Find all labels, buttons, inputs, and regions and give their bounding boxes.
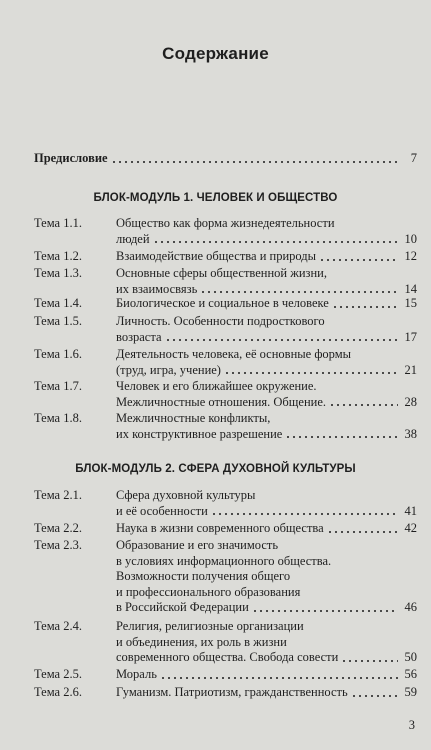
entry-title-line: современного общества. Свобода совести <box>116 650 339 664</box>
leader-dots <box>200 290 398 294</box>
leader-dots <box>327 530 398 534</box>
entry-title-line: и профессионального образования <box>116 584 301 599</box>
toc-entry-1-4[interactable] <box>34 296 417 312</box>
leader-dots <box>211 512 398 516</box>
toc-entry-2-6[interactable] <box>34 685 417 701</box>
leader-dots <box>351 694 398 698</box>
entry-number: Тема 1.8. <box>34 411 82 425</box>
leader-dots <box>319 258 398 262</box>
entry-title-line: Взаимодействие общества и природы <box>116 249 317 263</box>
entry-title-line: Личность. Особенности подросткового <box>116 314 325 328</box>
leader-dots <box>224 371 398 375</box>
toc-entry-2-2[interactable] <box>34 521 417 537</box>
entry-page: 59 <box>404 685 417 699</box>
entry-title-line: Общество как форма жизнедеятельности <box>116 216 335 230</box>
entry-number: Тема 2.5. <box>34 667 82 681</box>
entry-title-line: Человек и его ближайшее окружение. <box>116 379 317 393</box>
entry-page: 42 <box>404 521 417 535</box>
entry-page: 50 <box>404 650 417 664</box>
entry-page: 10 <box>404 231 417 246</box>
leader-dots <box>341 659 398 663</box>
entry-page: 15 <box>404 296 417 310</box>
entry-title-line: Сфера духовной культуры <box>116 488 256 502</box>
entry-title-line: Мораль <box>116 667 157 681</box>
leader-dots <box>329 403 398 407</box>
entry-number: Тема 2.3. <box>34 538 82 552</box>
entry-page: 12 <box>404 249 417 263</box>
entry-title-line: Гуманизм. Патриотизм, гражданственность <box>116 685 348 699</box>
entry-title-line: людей <box>116 231 150 246</box>
entry-page: 38 <box>404 426 417 441</box>
toc-entry-2-4[interactable] <box>34 619 417 666</box>
toc-preface[interactable] <box>34 150 417 167</box>
entry-number: Тема 1.5. <box>34 314 82 328</box>
toc-entry-1-2[interactable] <box>34 249 417 265</box>
entry-page: 21 <box>404 362 417 377</box>
entry-title-line: Религия, религиозные организации <box>116 619 304 633</box>
entry-title-line: Возможности получения общего <box>116 569 291 583</box>
entry-title-line: Образование и его значимость <box>116 538 279 552</box>
entry-title-line: Межличностные конфликты, <box>116 411 271 425</box>
section-1-title: БЛОК-МОДУЛЬ 1. ЧЕЛОВЕК И ОБЩЕСТВО <box>93 192 338 204</box>
entry-title-line: в условиях информационного общества. <box>116 553 332 568</box>
entry-title-line: возраста <box>116 329 162 344</box>
entry-title-line: Биологическое и социальное в человеке <box>116 296 329 310</box>
entry-title-line: (труд, игра, учение) <box>116 362 221 377</box>
toc-entry-1-1[interactable] <box>34 216 417 247</box>
entry-number: Тема 1.4. <box>34 296 82 310</box>
entry-number: Тема 1.2. <box>34 249 82 263</box>
entry-title-line: и её особенности <box>116 503 208 518</box>
toc-entry-1-7[interactable] <box>34 379 417 410</box>
entry-number: Тема 1.1. <box>34 216 82 230</box>
leader-dots <box>252 609 398 613</box>
toc-entry-2-3[interactable] <box>34 538 417 616</box>
entry-number: Тема 2.1. <box>34 488 82 502</box>
entry-number: Тема 1.3. <box>34 266 82 280</box>
entry-title-line: Межличностные отношения. Общение. <box>116 394 327 409</box>
section-2-title: БЛОК-МОДУЛЬ 2. СФЕРА ДУХОВНОЙ КУЛЬТУРЫ <box>75 463 356 475</box>
preface-label: Предисловие <box>34 151 108 165</box>
leader-dots <box>165 338 398 342</box>
entry-number: Тема 2.4. <box>34 619 82 633</box>
entry-title-line: в Российской Федерации <box>116 600 249 614</box>
entry-title-line: их конструктивное разрешение <box>116 426 283 441</box>
toc-entry-1-8[interactable] <box>34 411 417 442</box>
toc-entry-1-3[interactable] <box>34 266 417 297</box>
entry-number: Тема 2.2. <box>34 521 82 535</box>
leader-dots <box>111 160 398 164</box>
leader-dots <box>153 240 398 244</box>
toc-entry-2-5[interactable] <box>34 667 417 683</box>
entry-title-line: их взаимосвязь <box>116 281 198 296</box>
entry-title-line: и объединения, их роль в жизни <box>116 634 287 649</box>
entry-title-line: Основные сферы общественной жизни, <box>116 266 327 280</box>
entry-page: 41 <box>404 503 417 518</box>
leader-dots <box>160 676 398 680</box>
leader-dots <box>285 435 398 439</box>
page-number: 3 <box>408 718 415 732</box>
entry-page: 14 <box>404 281 417 296</box>
entry-title-line: Наука в жизни современного общества <box>116 521 324 535</box>
preface-page: 7 <box>410 151 417 165</box>
entry-number: Тема 1.6. <box>34 347 82 361</box>
entry-number: Тема 2.6. <box>34 685 82 699</box>
entry-page: 28 <box>404 394 417 409</box>
toc-entry-1-6[interactable] <box>34 347 417 378</box>
entry-page: 56 <box>404 667 417 681</box>
entry-title-line: Деятельность человека, её основные формы <box>116 347 352 361</box>
toc-entry-2-1[interactable] <box>34 488 417 519</box>
page-title: Содержание <box>162 44 269 63</box>
entry-page: 46 <box>404 600 417 614</box>
entry-number: Тема 1.7. <box>34 379 82 393</box>
leader-dots <box>332 305 398 309</box>
entry-page: 17 <box>404 329 417 344</box>
toc-entry-1-5[interactable] <box>34 314 417 345</box>
